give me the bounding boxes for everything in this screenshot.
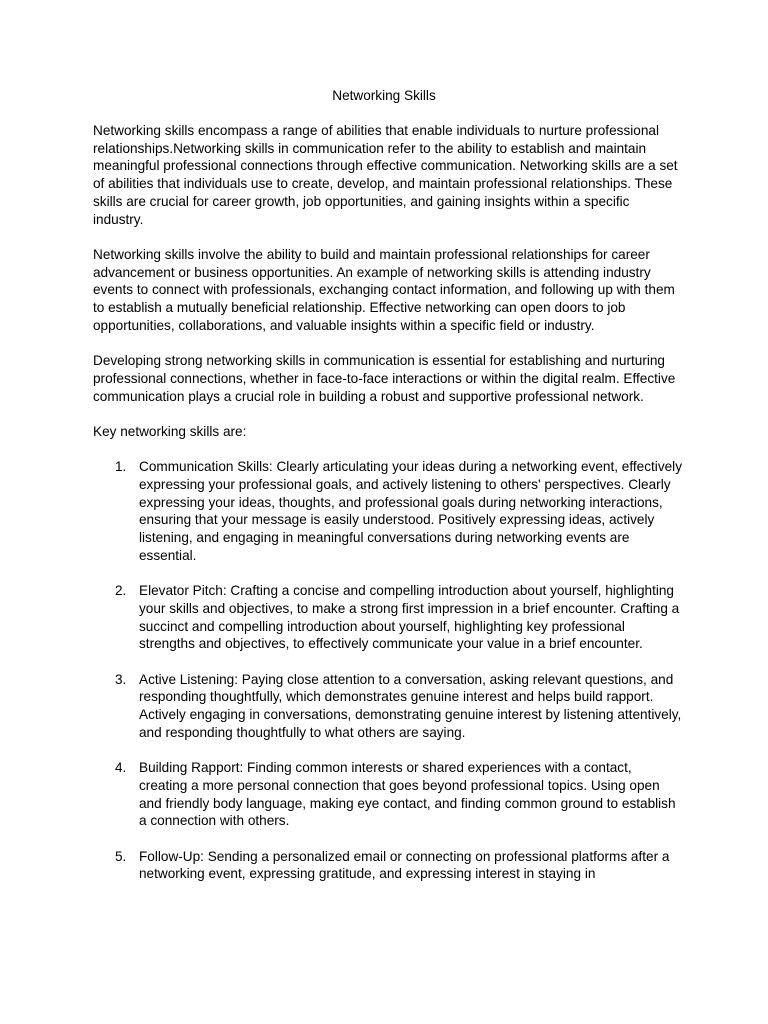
list-item: [93, 759, 683, 830]
paragraph-development: Developing strong networking skills in communication is essential for establishing and nurturing professional connections, whether in face-to-face interactions or within the digital realm. Effective communication plays a crucial role in building a robust and supportive professional network.: [93, 353, 676, 404]
document-body: [93, 122, 683, 901]
document-title: Networking Skills: [332, 88, 436, 103]
key-skills-list: [93, 458, 683, 883]
list-item-text: Follow-Up: Sending a personalized email or connecting on professional platforms after a networking event, expressing gratitude, and expressing interest in staying in: [139, 848, 670, 882]
paragraph-intro: Networking skills encompass a range of abilities that enable individuals to nurture professional relationships.Networking skills in communication refer to the ability to establish and maintain meaningful professional connections through effective communication. Networking skills are a set of abilities that individuals use to create, develop, and maintain professional relationships. These skills are crucial for career growth, job opportunities, and gaining insights within a specific industry.: [93, 123, 678, 227]
list-item-text: Active Listening: Paying close attention to a conversation, asking relevant questions, and responding thoughtfully, which demonstrates genuine interest and helps build rapport. Actively engaging in conversations, demonstrating genuine interest by listening attentively, and responding thoughtfully to what others are saying.: [139, 671, 682, 740]
list-item: [93, 458, 683, 564]
list-item-number: 2.: [115, 583, 127, 599]
list-item: [93, 582, 683, 653]
list-item: [93, 671, 683, 742]
paragraph-definition: Networking skills involve the ability to build and maintain professional relationships for career advancement or business opportunities. An example of networking skills is attending industry events to connect with professionals, exchanging contact information, and following up with them to establish a mutually beneficial relationship. Effective networking can open doors to job opportunities, collaborations, and valuable insights within a specific field or industry.: [93, 246, 675, 333]
list-item-number: 4.: [115, 760, 127, 776]
list-item-number: 1.: [115, 459, 127, 475]
list-item: [93, 848, 683, 883]
list-intro: Key networking skills are:: [93, 423, 247, 439]
list-item-number: 3.: [115, 671, 127, 687]
list-item-text: Communication Skills: Clearly articulating your ideas during a networking event, effectively expressing your professional goals, and actively listening to others' perspectives. Clearly expressing your ideas, thoughts, and professional goals during networking interactions, ensuring that your message is easily understood. Positively expressing ideas, actively listening, and engaging in meaningful conversations during networking events are essential.: [139, 459, 682, 563]
list-item-text: Building Rapport: Finding common interests or shared experiences with a contact, creating a more personal connection that goes beyond professional topics. Using open and friendly body language, making eye contact, and finding common ground to establish a connection with others.: [139, 760, 676, 829]
list-item-text: Elevator Pitch: Crafting a concise and compelling introduction about yourself, highlighting your skills and objectives, to make a strong first impression in a brief encounter. Crafting a succinct and compelling introduction about yourself, highlighting key professional strengths and objectives, to effectively communicate your value in a brief encounter.: [139, 583, 680, 652]
list-item-number: 5.: [115, 848, 127, 864]
